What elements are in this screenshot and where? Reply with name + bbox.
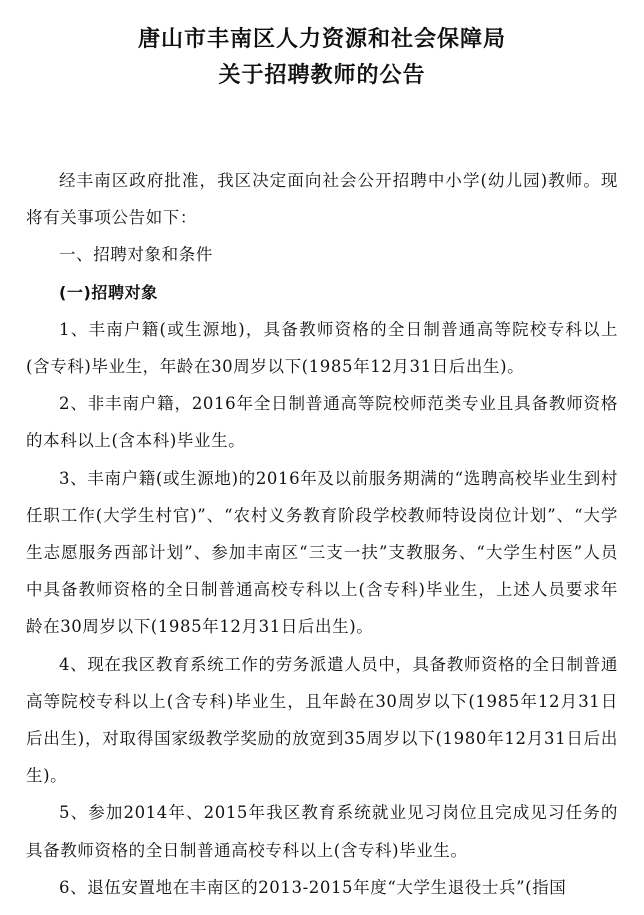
document-subtitle: 关于招聘教师的公告 [218,63,426,88]
item-6-paragraph: 6、退伍安置地在丰南区的2013-2015年度“大学生退役士兵”(指国 [59,877,567,897]
item-3-paragraph: 3、丰南户籍(或生源地)的2016年及以前服务期满的“选聘高校毕业生到村任职工作(大学生村官)”、“农村义务教育阶段学校教师特设岗位计划”、“大学生志愿服务西部计划”、参加丰南区“三支一扶”支教服务、“大学生村医”人员中具备教师资格的全日制普通高校专科以上(含专科)毕业生，上述人员要求年龄在30周岁以下(1985年12月31日后出生)。 [26,468,618,637]
item-4-paragraph: 4、现在我区教育系统工作的劳务派遣人员中，具备教师资格的全日制普通高等院校专科以上(含专科)毕业生，且年龄在30周岁以下(1985年12月31日后出生)，对取得国家级教学奖励的放宽到35周岁以下(1980年12月31日后出生)。 [26,654,618,786]
section-heading: 一、招聘对象和条件 [59,245,213,265]
item-1-paragraph: 1、丰南户籍(或生源地)，具备教师资格的全日制普通高等院校专科以上(含专科)毕业生，年龄在30周岁以下(1985年12月31日后出生)。 [26,319,618,377]
item-5-paragraph: 5、参加2014年、2015年我区教育系统就业见习岗位且完成见习任务的具备教师资格的全日制普通高校专科以上(含专科)毕业生。 [26,803,618,860]
intro-paragraph: 经丰南区政府批准，我区决定面向社会公开招聘中小学(幼儿园)教师。现将有关事项公告如下： [26,171,618,228]
item-2-paragraph: 2、非丰南户籍，2016年全日制普通高等院校师范类专业且具备教师资格的本科以上(含本科)毕业生。 [26,394,618,451]
document-title: 唐山市丰南区人力资源和社会保障局 [137,27,506,52]
subsection-heading: (一)招聘对象 [59,282,158,302]
